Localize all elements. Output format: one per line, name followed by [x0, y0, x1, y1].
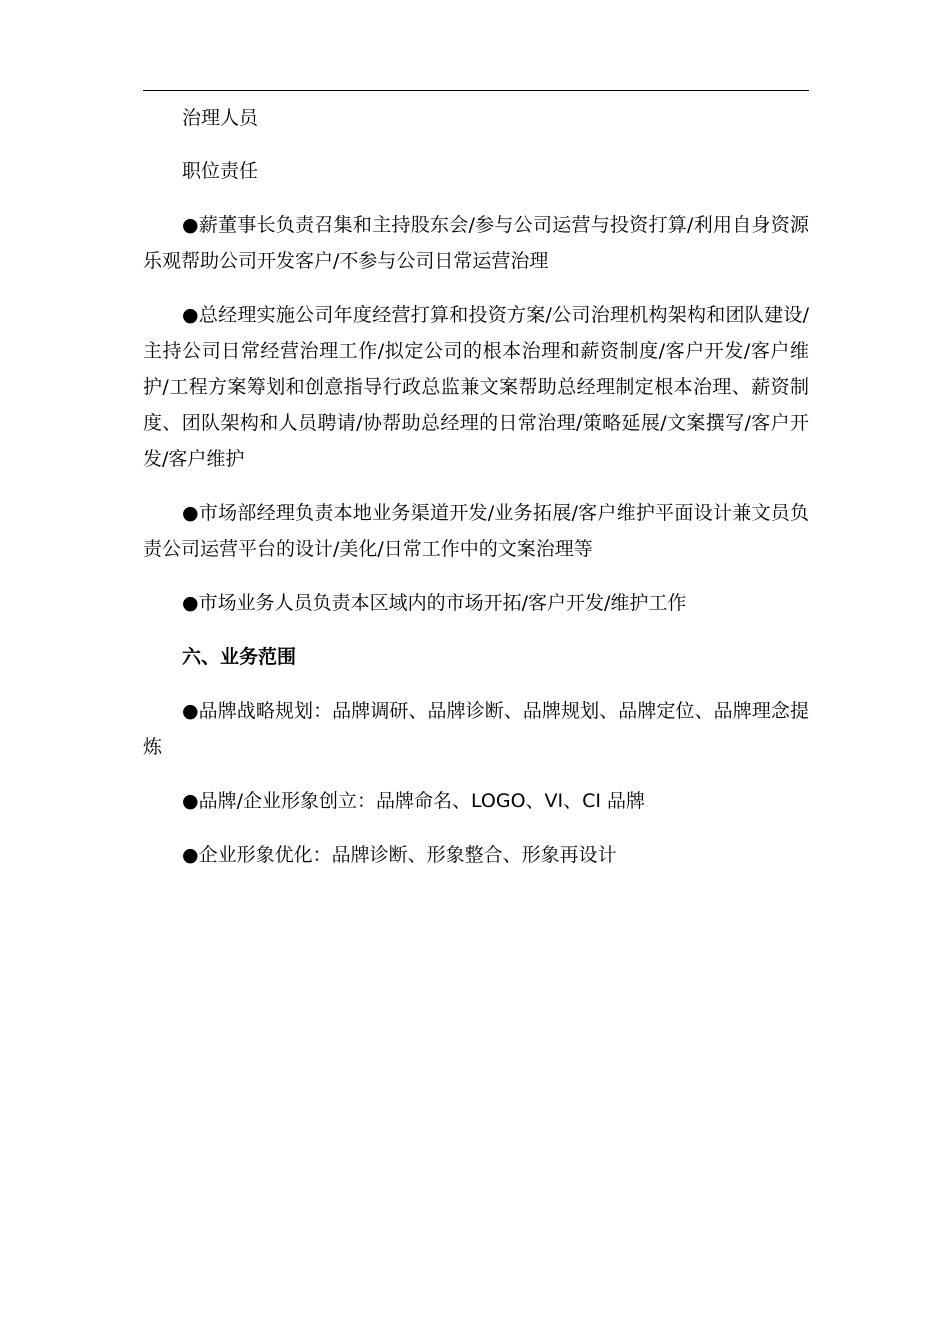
scope-item-image-optimization: ●企业形象优化：品牌诊断、形象整合、形象再设计: [182, 844, 617, 866]
paragraph-general-manager: ●总经理实施公司年度经营打算和投资方案/公司治理机构架构和团队建设/主持公司日常经营治理工作/拟定公司的根本治理和薪资制度/客户开发/客户维护/工程方案筹划和创意指导行政总监兼文案帮助总经理制定根本治理、薪资制度、团队架构和人员聘请/协帮助总经理的日常治理/策略延展/文案撰写/客户开发/客户维护: [143, 304, 809, 470]
paragraph-job-responsibility: 职位责任: [182, 160, 259, 182]
document-body: [143, 100, 809, 873]
scope-item-brand-identity: ●品牌/企业形象创立：品牌命名、LOGO、VI、CI 品牌: [182, 790, 646, 812]
header-divider: [143, 90, 809, 91]
paragraph-market-manager: ●市场部经理负责本地业务渠道开发/业务拓展/客户维护平面设计兼文员负责公司运营平台的设计/美化/日常工作中的文案治理等: [143, 502, 809, 560]
paragraph-chairman: ●薪董事长负责召集和主持股东会/参与公司运营与投资打算/利用自身资源乐观帮助公司开发客户/不参与公司日常运营治理: [143, 214, 809, 272]
paragraph-management-staff: 治理人员: [182, 107, 259, 129]
paragraph-market-staff: ●市场业务人员负责本区域内的市场开拓/客户开发/维护工作: [182, 592, 687, 614]
section-heading-business-scope: 六、业务范围: [182, 646, 297, 668]
scope-item-brand-strategy: ●品牌战略规划：品牌调研、品牌诊断、品牌规划、品牌定位、品牌理念提炼: [143, 700, 809, 758]
